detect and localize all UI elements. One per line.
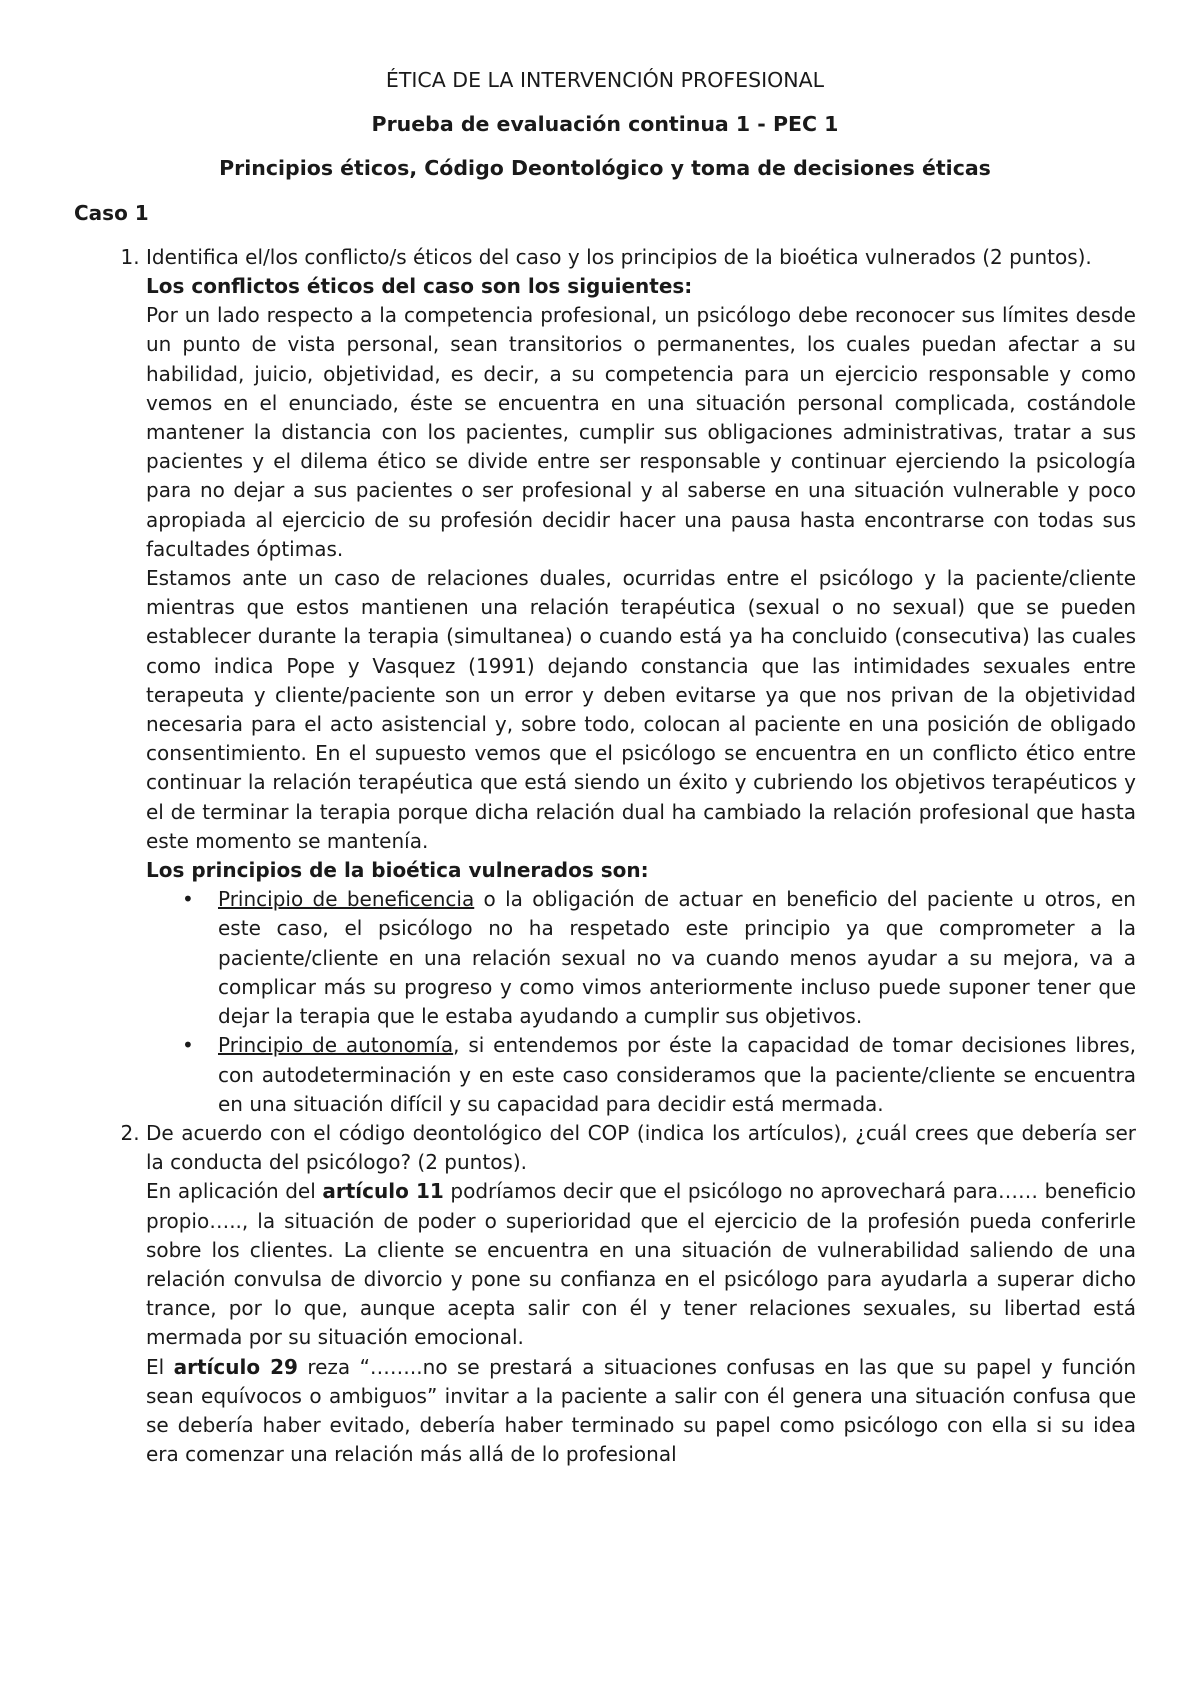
bullet-icon: •	[182, 887, 194, 912]
conflicts-paragraph-1: Por un lado respecto a la competencia profesional, un psicólogo debe reconocer sus límites desde un punto de vista personal, sean transitorios o permanentes, los cuales puedan afectar a su habilidad, juicio, objetividad, es decir, a su competencia para un ejercicio responsable y como vemos en el enunciado, éste se encuentra en una situación personal complicada, costándole mantener la distancia con los pacientes, cumplir sus obligaciones administrativas, tratar a sus pacientes y el dilema ético se divide entre ser responsable y continuar ejerciendo la psicología para no dejar a sus pacientes o ser profesional y al saberse en una situación vulnerable y poco apropiada al ejercicio de su profesión decidir hacer una pausa hasta encontrarse con todas sus facultades óptimas.	[146, 303, 1136, 561]
bullet-icon: •	[182, 1033, 194, 1058]
principle-item	[182, 1031, 1137, 1119]
article-29-ref: artículo 29	[173, 1354, 298, 1379]
case-label: Caso 1	[74, 200, 149, 225]
article-29-body: reza “……..no se prestará a situaciones confusas en las que su papel y función sean equívocos o ambiguos” invitar a la paciente a salir con él genera una situación confusa que se debería haber evitado, debería haber terminado su papel como psicólogo con ella si su idea era comenzar una relación más allá de lo profesional	[146, 1354, 1136, 1467]
article-29-paragraph	[146, 1353, 1136, 1470]
principles-heading: Los principios de la bioética vulnerados son:	[146, 858, 649, 883]
principle-name: Principio de autonomía	[218, 1033, 454, 1058]
principle-item	[182, 885, 1136, 1031]
principle-text: o la obligación de actuar en beneficio del paciente u otros, en este caso, el psicólogo no ha respetado este principio ya que comprometer a la paciente/cliente en una relación sexual no va cuando menos ayudar a su mejora, va a complicar más su progreso y como vimos anteriormente incluso puede suponer tener que dejar la terapia que le estaba ayudando a cumplir sus objetivos.	[218, 887, 1136, 1029]
principles-list	[146, 885, 1136, 1119]
article-29-intro: El	[146, 1354, 174, 1379]
question-1	[146, 243, 1136, 1119]
article-11-paragraph	[146, 1177, 1136, 1352]
conflicts-paragraph-2: Estamos ante un caso de relaciones duales, ocurridas entre el psicólogo y la paciente/cliente mientras que estos mantienen una relación terapéutica (sexual o no sexual) que se pueden establecer durante la terapia (simultanea) o cuando está ya ha concluido (consecutiva) las cuales como indica Pope y Vasquez (1991) dejando constancia que las intimidades sexuales entre terapeuta y cliente/paciente son un error y deben evitarse ya que nos privan de la objetividad necesaria para el acto asistencial y, sobre todo, colocan al paciente en una posición de obligado consentimiento. En el supuesto vemos que el psicólogo se encuentra en un conflicto ético entre continuar la relación terapéutica que está siendo un éxito y cubriendo los objetivos terapéuticos y el de terminar la terapia porque dicha relación dual ha cambiado la relación profesional que hasta este momento se mantenía.	[146, 566, 1136, 853]
document-subtitle: Prueba de evaluación continua 1 - PEC 1	[371, 112, 839, 137]
principle-text: , si entendemos por éste la capacidad de tomar decisiones libres, con autodeterminación y en este caso consideramos que la paciente/cliente se encuentra en una situación difícil y su capacidad para decidir está mermada.	[218, 1033, 1137, 1116]
article-11-intro: En aplicación del	[146, 1179, 323, 1204]
section-title: Principios éticos, Código Deontológico y toma de decisiones éticas	[219, 156, 991, 181]
questions-list	[74, 243, 1136, 1470]
question-2-text: 2. De acuerdo con el código deontológico del COP (indica los artículos), ¿cuál crees que debería ser la conducta del psicólogo? (2 puntos).	[146, 1120, 1136, 1175]
conflicts-heading: Los conflictos éticos del caso son los siguientes:	[146, 274, 693, 299]
principle-name: Principio de beneficencia	[218, 887, 475, 912]
question-1-text: 1. Identifica el/los conflicto/s éticos del caso y los principios de la bioética vulnerados (2 puntos).	[146, 244, 1092, 269]
article-11-body: podríamos decir que el psicólogo no aprovechará para…… beneficio propio….., la situación de poder o superioridad que el ejercicio de la profesión pueda conferirle sobre los clientes. La cliente se encuentra en una situación de vulnerabilidad saliendo de una relación convulsa de divorcio y pone su confianza en el psicólogo para ayudarla a superar dicho trance, por lo que, aunque acepta salir con él y tener relaciones sexuales, su libertad está mermada por su situación emocional.	[146, 1179, 1136, 1350]
question-2	[146, 1119, 1136, 1469]
article-11-ref: artículo 11	[322, 1179, 444, 1204]
document-title: ÉTICA DE LA INTERVENCIÓN PROFESIONAL	[385, 68, 825, 92]
